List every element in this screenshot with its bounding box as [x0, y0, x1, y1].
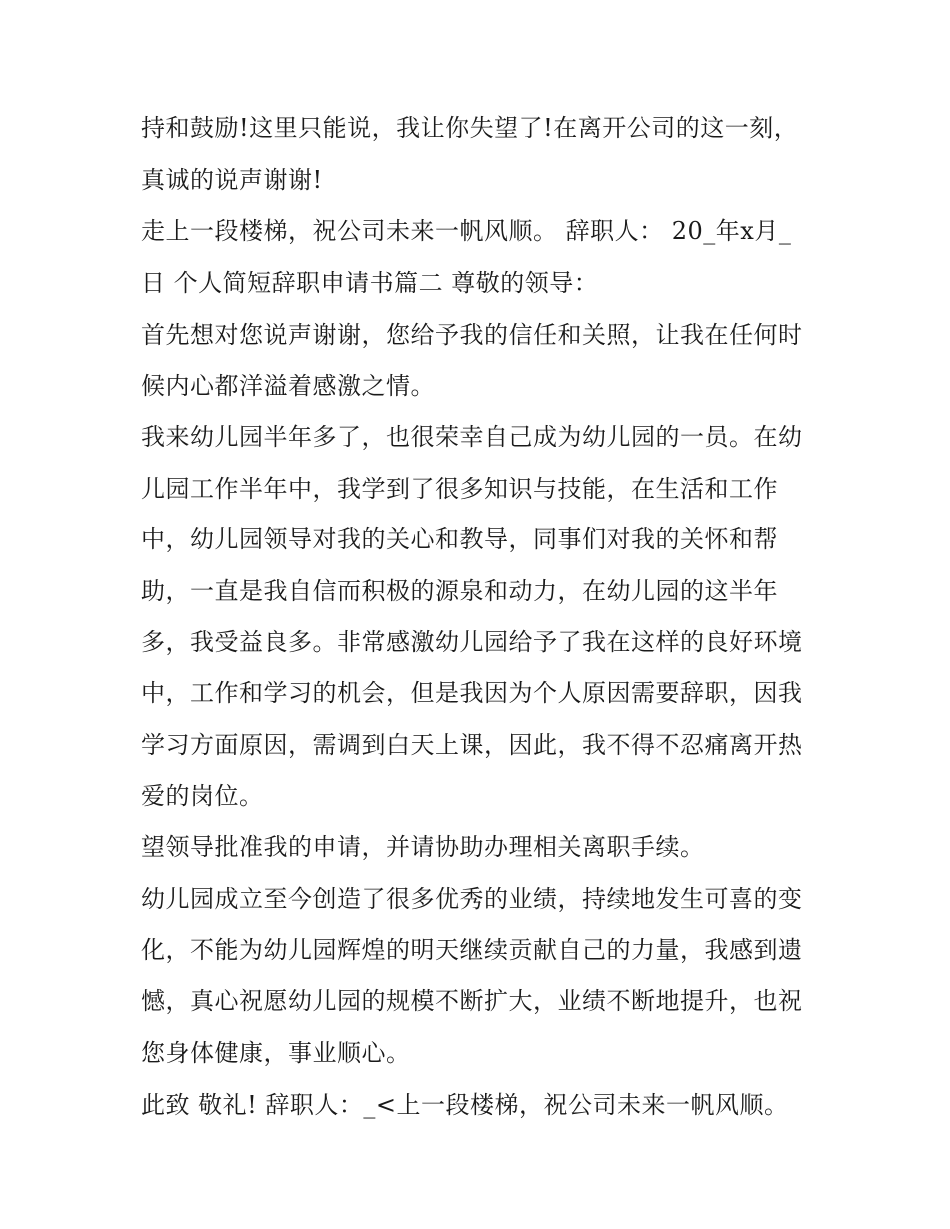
text-line: 走上一段楼梯，祝公司未来一帆风顺。 辞职人： 20_年x月_ — [141, 217, 792, 245]
text-line: 爱的岗位。 — [141, 782, 264, 810]
text-line: 您身体健康，事业顺心。 — [141, 1039, 411, 1067]
text-line: 化，不能为幼儿园辉煌的明天继续贡献自己的力量，我感到遗 — [141, 936, 803, 964]
text-line: 幼儿园成立至今创造了很多优秀的业绩，持续地发生可喜的变 — [141, 885, 803, 913]
text-line: 此致 敬礼! 辞职人：_<上一段楼梯，祝公司未来一帆风顺。 — [141, 1091, 789, 1119]
text-line: 中，工作和学习的机会，但是我因为个人原因需要辞职，因我 — [141, 679, 803, 707]
text-line: 多，我受益良多。非常感激幼儿园给予了我在这样的良好环境 — [141, 628, 803, 656]
text-line: 憾，真心祝愿幼儿园的规模不断扩大，业绩不断地提升，也祝 — [141, 987, 803, 1015]
text-line: 真诚的说声谢谢! — [141, 166, 323, 194]
text-line: 学习方面原因，需调到白天上课，因此，我不得不忍痛离开热 — [141, 731, 803, 759]
text-line: 日 个人简短辞职申请书篇二 尊敬的领导： — [141, 269, 599, 297]
text-line: 儿园工作半年中，我学到了很多知识与技能，在生活和工作 — [141, 475, 778, 503]
text-line: 望领导批准我的申请，并请协助办理相关离职手续。 — [141, 833, 705, 861]
text-line: 首先想对您说声谢谢，您给予我的信任和关照，让我在任何时 — [141, 321, 803, 349]
text-line: 候内心都洋溢着感激之情。 — [141, 372, 435, 400]
text-line: 持和鼓励!这里只能说，我让你失望了!在离开公司的这一刻， — [141, 114, 799, 142]
text-line: 中，幼儿园领导对我的关心和教导，同事们对我的关怀和帮 — [141, 525, 778, 553]
text-line: 我来幼儿园半年多了，也很荣幸自己成为幼儿园的一员。在幼 — [141, 423, 803, 451]
text-line: 助，一直是我自信而积极的源泉和动力，在幼儿园的这半年 — [141, 577, 778, 605]
